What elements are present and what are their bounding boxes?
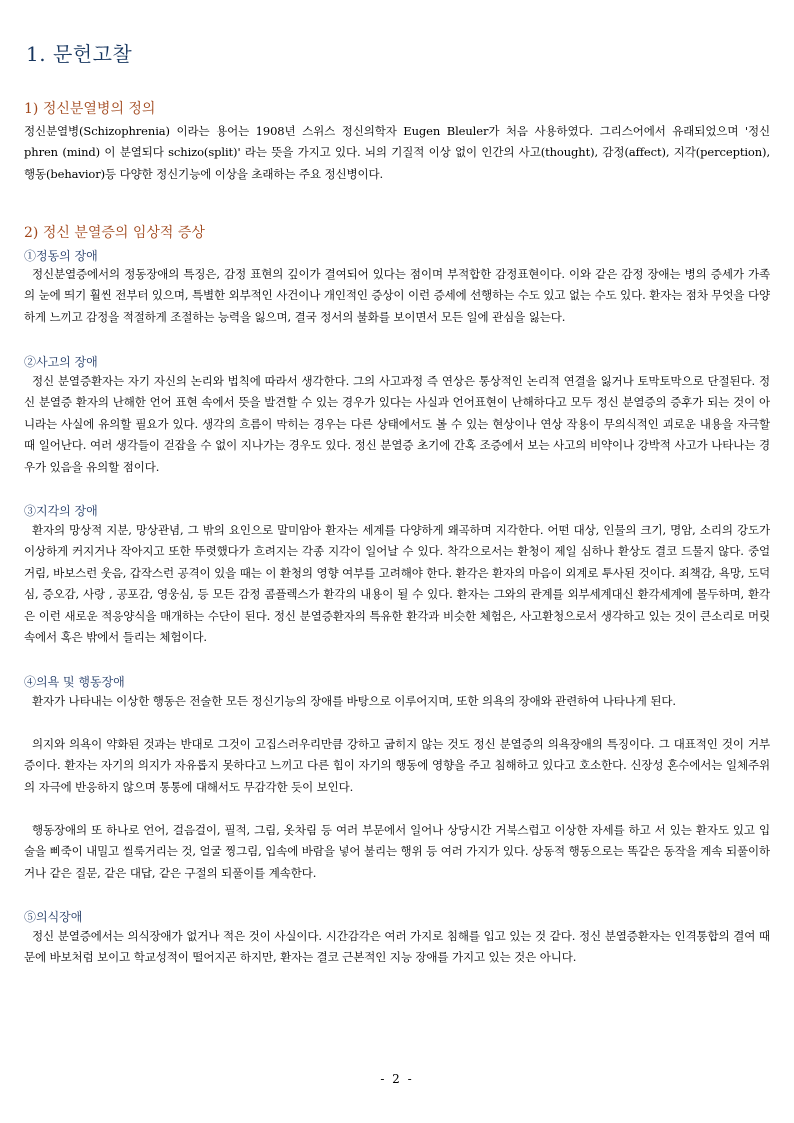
thought-paragraph: 정신 분열증환자는 자기 자신의 논리와 법칙에 따라서 생각한다. 그의 사고과정 즉 연상은 통상적인 논리적 연결을 잃거나 토막토막으로 단절된다. 정신 분열증 환자의 난해한 언어 표현 속에서 뜻을 발견할 수 있는 경우가 있다는 사실과 언어표현이 난해하다고 모두 정신 분열증의 증후가 되는 것이 아니라는 사실에 유의할 필요가 있다. 생각의 흐름이 막히는 경우는 다른 상태에서도 볼 수 있는 현상이나 연상 작용이 무의식적인 괴로운 내용을 자극할 때 일어난다. 여러 생각들이 걷잡을 수 없이 지나가는 경우도 있다. 정신 분열증 초기에 간혹 조증에서 보는 사고의 비약이나 강박적 사고가 나타나는 경우가 있음을 유의할 점이다.: [24, 374, 770, 474]
subheading-consciousness: ⑤의식장애: [24, 910, 83, 924]
perception-paragraph: 환자의 망상적 지분, 망상관념, 그 밖의 요인으로 말미암아 환자는 세계를 다양하게 왜곡하며 지각한다. 어떤 대상, 인물의 크기, 명암, 소리의 강도가 이상하게 커지거나 작아지고 또한 뚜렷했다가 흐려지는 각종 지각이 일어날 수 있다. 착각으로서는 환청이 제일 심하나 환상도 결코 드물지 않다. 중얼거림, 바보스런 웃음, 갑작스런 공격이 있을 때는 이 환청의 영향 여부를 고려해야 한다. 환각은 환자의 마음이 외계로 투사된 것이다. 죄책감, 욕망, 도덕심, 증오감, 사랑 , 공포감, 영웅심, 등 모든 감정 콤플렉스가 환각의 내용이 될 수 있다. 환자는 그와의 관계를 외부세계대신 환각세계에 몰두하며, 환각은 이런 새로운 적응양식을 매개하는 수단이 된다. 정신 분열증환자의 특유한 환각과 비슷한 체험은, 사고환청으로서 생각하고 있는 것이 큰소리로 머릿속에서 혹은 밖에서 들리는 체험이다.: [24, 523, 770, 645]
document-title: 1. 문헌고찰: [26, 42, 133, 66]
volition-paragraph-1: 환자가 나타내는 이상한 행동은 전술한 모든 정신기능의 장애를 바탕으로 이루어지며, 또한 의욕의 장애와 관련하여 나타나게 된다.: [32, 694, 676, 708]
page-number: - 2 -: [380, 1072, 414, 1086]
subheading-affect: ①정동의 장애: [24, 249, 98, 263]
section-heading-symptoms: 2) 정신 분열증의 임상적 증상: [24, 225, 205, 241]
volition-paragraph-2: 의지와 의욕이 약화된 것과는 반대로 그것이 고집스러우리만큼 강하고 굽히지 않는 것도 정신 분열증의 의욕장애의 특징이다. 그 대표적인 것이 거부증이다. 환자는 자기의 의지가 자유롭지 못하다고 느끼고 다른 힘이 자기의 행동에 영향을 주고 침해하고 있다고 호소한다. 신장성 혼수에서는 일체주위의 자극에 반응하지 않으며 통통에 대해서도 무감각한 듯이 보인다.: [24, 737, 770, 794]
subheading-perception: ③지각의 장애: [24, 504, 98, 518]
consciousness-paragraph: 정신 분열증에서는 의식장애가 없거나 적은 것이 사실이다. 시간감각은 여러 가지로 침해를 입고 있는 것 같다. 정신 분열증환자는 인격통합의 결여 때문에 바보처럼 보이고 학교성적이 떨어지곤 하지만, 환자는 결코 근본적인 지능 장애를 가지고 있는 것은 아니다.: [24, 929, 770, 965]
affect-paragraph: 정신분열증에서의 정동장애의 특징은, 감정 표현의 깊이가 결여되어 있다는 점이며 부적합한 감정표현이다. 이와 같은 감정 장애는 병의 증세가 가족의 눈에 띄기 훨씬 전부터 있으며, 특별한 외부적인 사건이나 개인적인 증상이 이런 증세에 선행하는 수도 있고 없는 수도 있다. 환자는 점차 무엇을 다양하게 느끼고 감정을 적절하게 조절하는 능력을 잃으며, 결국 정서의 불화를 보이면서 모든 일에 관심을 잃는다.: [24, 267, 770, 324]
section-heading-definition: 1) 정신분열병의 정의: [24, 101, 156, 117]
subheading-volition: ④의욕 및 행동장애: [24, 675, 125, 689]
definition-paragraph: 정신분열병(Schizophrenia) 이라는 용어는 1908년 스위스 정신의학자 Eugen Bleuler가 처음 사용하였다. 그리스어에서 유래되었으며 '정신 phren (mind) 이 분열되다 schizo(split)' 라는 뜻을 가지고 있다. 뇌의 기질적 이상 없이 인간의 사고(thought), 감정(affect), 지각(perception), 행동(behavior)등 다양한 정신기능에 이상을 초래하는 주요 정신병이다.: [24, 124, 770, 181]
subheading-thought: ②사고의 장애: [24, 355, 98, 369]
volition-paragraph-3: 행동장애의 또 하나로 언어, 걸음걸이, 필적, 그림, 옷차림 등 여러 부문에서 일어나 상당시간 거북스럽고 이상한 자세를 하고 서 있는 환자도 있고 입술을 삐죽이 내밀고 씰룩거리는 것, 얼굴 찡그림, 입속에 바람을 넣어 불리는 행위 등 여러 가지가 있다. 상동적 행동으로는 똑같은 동작을 계속 되풀이하거나 같은 질문, 같은 대답, 같은 구절의 되풀이를 계속한다.: [24, 823, 770, 880]
